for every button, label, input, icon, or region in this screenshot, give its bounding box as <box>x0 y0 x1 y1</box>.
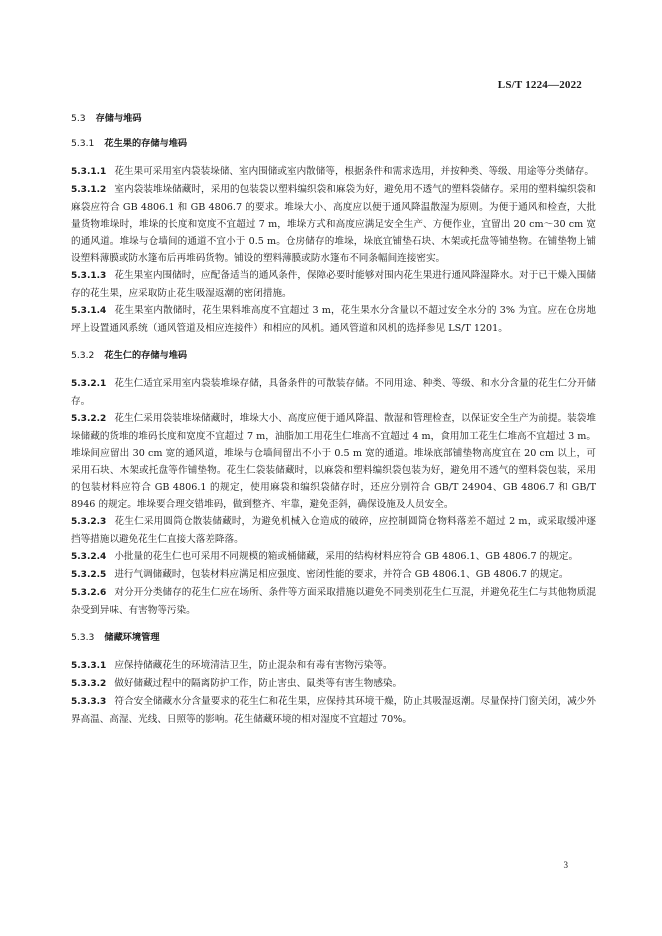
section-heading <box>71 112 596 126</box>
clause-paragraph <box>71 181 596 267</box>
clause-text: 应保持储藏花生的环境清洁卫生，防止混杂和有毒有害物污染等。 <box>114 660 393 671</box>
clause-number: 5.3.2.2 <box>71 414 107 424</box>
clause-text: 花生仁采用圆筒仓散装储藏时，为避免机械入仓造成的破碎，应控制圆筒仓物料落差不超过 2 m，或采取缓冲逐挡等措施以避免花生仁直接大落差降落。 <box>71 516 596 545</box>
clause-number: 5.3.2.3 <box>71 517 107 527</box>
clause-number: 5.3.2.6 <box>71 588 107 598</box>
clause-paragraph <box>71 548 596 566</box>
clause-paragraph <box>71 163 596 181</box>
clause-paragraph <box>71 675 596 693</box>
clause-paragraph <box>71 584 596 619</box>
section-title: 花生果的存储与堆码 <box>104 138 188 149</box>
section-title: 储藏环境管理 <box>104 632 160 643</box>
section-title: 花生仁的存储与堆码 <box>104 350 188 361</box>
clause-number: 5.3.3.1 <box>71 661 107 671</box>
clause-paragraph <box>71 657 596 675</box>
clause-text: 对分开分类储存的花生仁应在场所、条件等方面采取措施以避免不同类别花生仁互混，并避免花生仁与其他物质混杂受到异味、有害物等污染。 <box>71 587 596 616</box>
clause-number: 5.3.1.3 <box>71 271 107 281</box>
clause-paragraph <box>71 566 596 584</box>
clause-text: 小批量的花生仁也可采用不同规模的箱或桶储藏，采用的结构材料应符合 GB 4806.1、GB 4806.7 的规定。 <box>114 551 579 562</box>
section-number: 5.3.3 <box>71 632 95 643</box>
clause-text: 花生果室内散储时，花生果料堆高度不宜超过 3 m，花生果水分含量以不超过安全水分的 3% 为宜。应在仓房地坪上设置通风系统（通风管道及相应连接件）和相应的风机。通风管道和风机的选择参见 LS/T 1201。 <box>71 305 596 334</box>
clause-text: 花生果室内围储时，应配备适当的通风条件，保障必要时能够对围内花生果进行通风降湿降水。对于已干燥入围储存的花生果，应采取防止花生吸湿返潮的密闭措施。 <box>71 270 596 299</box>
clause-number: 5.3.3.3 <box>71 697 107 707</box>
page-number: 3 <box>563 860 568 870</box>
document-body <box>71 112 596 728</box>
section-number: 5.3.1 <box>71 138 95 149</box>
section-heading <box>71 137 596 151</box>
clause-text: 符合安全储藏水分含量要求的花生仁和花生果，应保持其环境干燥，防止其吸湿返潮。尽量保持门窗关闭，减少外界高温、高湿、光线、日照等的影响。花生储藏环境的相对湿度不宜超过 70%。 <box>71 696 596 725</box>
clause-text: 做好储藏过程中的隔离防护工作，防止害虫、鼠类等有害生物感染。 <box>114 678 403 689</box>
clause-paragraph <box>71 410 596 513</box>
clause-paragraph <box>71 513 596 548</box>
section-heading <box>71 631 596 645</box>
clause-number: 5.3.2.5 <box>71 570 107 580</box>
clause-text: 花生仁采用袋装堆垛储藏时，堆垛大小、高度应便于通风降温、散湿和管理检查，以保证安全生产为前提。装袋堆垛储藏的货堆的堆码长度和宽度不宜超过 7 m，油脂加工用花生仁堆高不宜超过 4 m，食用加工花生仁堆高不宜超过 3 m。堆垛间应留出 30 cm 宽的通风道，堆垛与仓墙间留出不小于 0.5 m 宽的通道。堆垛底部铺垫物高度宜在 20 cm 以上，可采用石块、木架或托盘等作铺垫物。花生仁袋装储藏时，以麻袋和塑料编织袋包装为好，避免用不透气的塑料袋包装，采用的包装材料应符合 GB 4806.1 的规定，使用麻袋和编织袋储存时，还应分别符合 GB/T 24904、GB 4806.7 和 GB/T 8946 的规定。堆垛要合理交错堆码，做到整齐、牢靠，避免歪斜，确保设施及人员安全。 <box>71 413 596 510</box>
clause-text: 室内袋装堆垛储藏时，采用的包装袋以塑料编织袋和麻袋为好，避免用不透气的塑料袋储存。采用的塑料编织袋和麻袋应符合 GB 4806.1 和 GB 4806.7 的要求。堆垛大小、高度应以便于通风降温散湿为原则。为便于通风和检查，大批量货物堆垛时，堆垛的长度和宽度不宜超过 7 m，堆垛方式和高度应满足安全生产、方便作业，宜留出 20 cm～30 cm 宽的通风道。堆垛与仓墙间的通道不宜小于 0.5 m。仓房储存的堆垛，垛底宜铺垫石块、木架或托盘等铺垫物。在铺垫物上铺设塑料薄膜或防水篷布后再堆码货物。铺设的塑料薄膜或防水篷布不同条幅间连接密实。 <box>71 184 596 264</box>
clause-paragraph <box>71 267 596 302</box>
clause-number: 5.3.2.1 <box>71 379 107 389</box>
clause-number: 5.3.3.2 <box>71 679 107 689</box>
clause-number: 5.3.1.1 <box>71 167 107 177</box>
standard-code-header: LS/T 1224—2022 <box>497 79 582 91</box>
clause-number: 5.3.2.4 <box>71 552 107 562</box>
clause-text: 花生果可采用室内袋装垛储、室内围储或室内散储等，根据条件和需求选用，并按种类、等级、用途等分类储存。 <box>114 166 594 177</box>
section-heading <box>71 349 596 363</box>
clause-paragraph <box>71 693 596 728</box>
clause-text: 进行气调储藏时，包装材料应满足相应强度、密闭性能的要求，并符合 GB 4806.1、GB 4806.7 的规定。 <box>114 569 569 580</box>
section-number: 5.3.2 <box>71 350 95 361</box>
clause-paragraph <box>71 302 596 337</box>
clause-number: 5.3.1.2 <box>71 185 107 195</box>
section-title: 存储与堆码 <box>95 113 142 124</box>
clause-number: 5.3.1.4 <box>71 306 107 316</box>
clause-paragraph <box>71 375 596 410</box>
section-number: 5.3 <box>71 113 86 124</box>
clause-text: 花生仁适宜采用室内袋装堆垛存储，具备条件的可散装存储。不同用途、种类、等级、和水分含量的花生仁分开储存。 <box>71 378 596 407</box>
